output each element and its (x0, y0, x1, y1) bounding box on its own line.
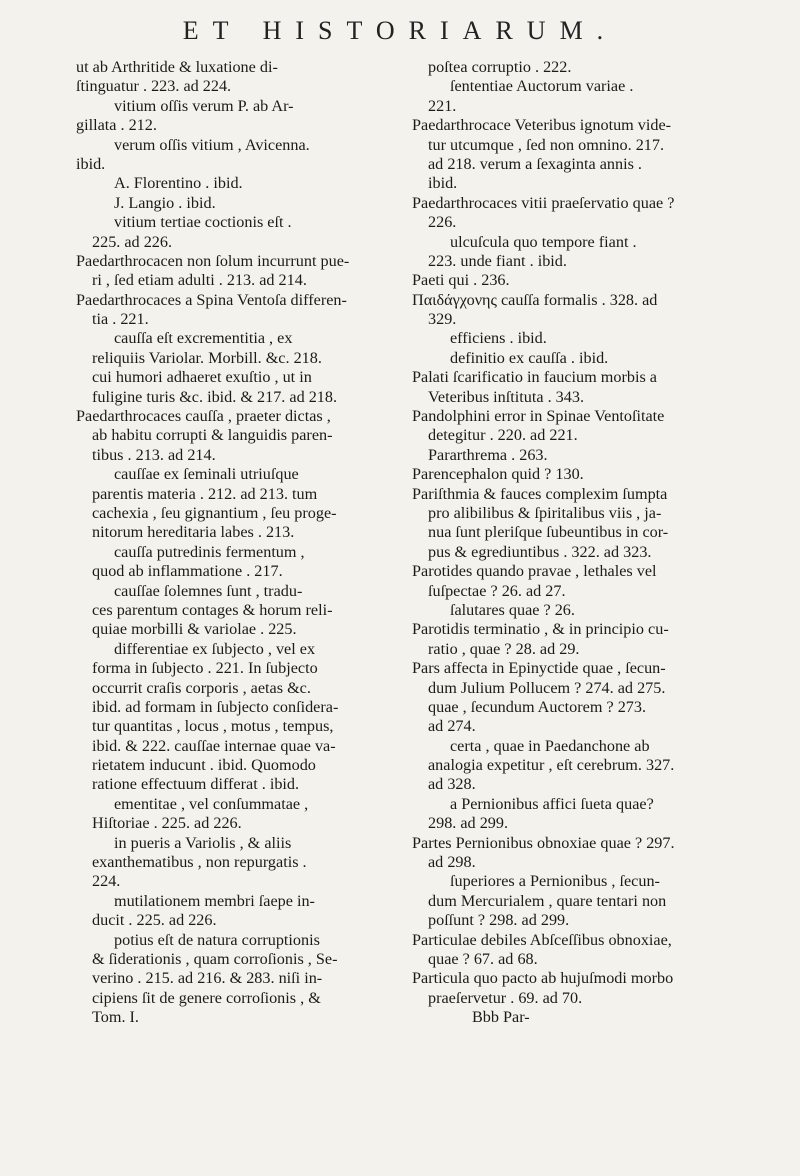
right-index-line: analogia expetitur , eſt cerebrum. 327. (428, 756, 675, 775)
left-index-line: in pueris a Variolis , & aliis (114, 833, 292, 852)
right-index-line: ſuperiores a Pernionibus , ſecun- (450, 872, 660, 891)
left-index-line: fuligine turis &c. ibid. & 217. ad 218. (92, 387, 338, 406)
right-index-line: Pars affecta in Epinyctide quae , ſecun- (412, 659, 666, 678)
left-index-line: occurrit craſis corporis , aetas &c. (92, 678, 311, 697)
right-index-line: Paedarthrocaces vitii praeſervatio quae ? (412, 193, 675, 212)
right-index-line: definitio ex cauſſa . ibid. (450, 348, 609, 367)
right-index-line: praeſervetur . 69. ad 70. (428, 988, 583, 1007)
right-index-line: Parotides quando pravae , lethales vel (412, 562, 657, 581)
left-index-line: cauſſa putredinis fermentum , (114, 542, 305, 561)
right-index-line: ſalutares quae ? 26. (450, 600, 575, 619)
left-index-line: parentis materia . 212. ad 213. tum (92, 484, 318, 503)
left-index-line: ibid. ad formam in ſubjecto conſidera- (92, 697, 339, 716)
right-index-line: pus & egrediuntibus . 322. ad 323. (428, 542, 652, 561)
left-index-line: J. Langio . ibid. (114, 193, 216, 212)
right-index-line: ad 328. (428, 775, 476, 794)
left-index-line: cauſſae ſolemnes ſunt , tradu- (114, 581, 303, 600)
left-index-line: gillata . 212. (76, 116, 157, 135)
left-index-line: ratione effectuum differat . ibid. (92, 775, 300, 794)
left-index-line: cauſſa eſt excrementitia , ex (114, 329, 293, 348)
right-index-line: Παιδάγχονης cauſſa formalis . 328. ad (412, 290, 658, 309)
right-index-line: Pariſthmia & fauces complexim ſumpta (412, 484, 668, 503)
right-index-line: 226. (428, 213, 457, 232)
left-index-line: tibus . 213. ad 214. (92, 445, 216, 464)
left-index-line: ementitae , vel conſummatae , (114, 794, 309, 813)
left-index-line: cipiens ſit de genere corroſionis , & (92, 988, 321, 1007)
right-index-line: dum Julium Pollucem ? 274. ad 275. (428, 678, 666, 697)
right-index-line: ad 274. (428, 717, 476, 736)
left-index-line: & ſiderationis , quam corroſionis , Se- (92, 949, 338, 968)
left-index-line: 225. ad 226. (92, 232, 173, 251)
right-index-line: ulcuſcula quo tempore fiant . (450, 232, 637, 251)
right-index-line: dum Mercurialem , quare tentari non (428, 891, 667, 910)
left-index-line: quod ab inflammatione . 217. (92, 562, 283, 581)
left-index-line: verino . 215. ad 216. & 283. niſi in- (92, 969, 323, 988)
right-index-line: pro alibilibus & ſpiritalibus viis , ja- (428, 503, 662, 522)
left-index-line: quiae morbilli & variolae . 225. (92, 620, 297, 639)
left-index-line: ces parentum contages & horum reli- (92, 600, 333, 619)
right-index-line: a Pernionibus affici ſueta quae? (450, 794, 654, 813)
right-index-line: certa , quae in Paedanchone ab (450, 736, 650, 755)
left-index-line: vitium oſſis verum P. ab Ar- (114, 96, 294, 115)
right-index-line: Parotidis terminatio , & in principio cu- (412, 620, 669, 639)
left-index-line: Paedarthrocaces a Spina Ventoſa differen- (76, 290, 347, 309)
right-index-line: Pandolphini error in Spinae Ventoſitate (412, 407, 665, 426)
left-index-line: Hiſtoriae . 225. ad 226. (92, 814, 242, 833)
right-index-line: Parencephalon quid ? 130. (412, 465, 584, 484)
right-index-line: detegitur . 220. ad 221. (428, 426, 578, 445)
left-index-line: Tom. I. (92, 1008, 139, 1027)
right-index-line: ſuſpectae ? 26. ad 27. (428, 581, 566, 600)
right-index-line: ad 218. verum a ſexaginta annis . (428, 154, 642, 173)
left-index-line: mutilationem membri ſaepe in- (114, 891, 315, 910)
right-index-line: Partes Pernionibus obnoxiae quae ? 297. (412, 833, 675, 852)
right-index-line: ratio , quae ? 28. ad 29. (428, 639, 580, 658)
left-index-line: ducit . 225. ad 226. (92, 911, 217, 930)
right-index-line: efficiens . ibid. (450, 329, 547, 348)
left-index-line: ab habitu corrupti & languidis paren- (92, 426, 333, 445)
left-index-line: ibid. & 222. cauſſae internae quae va- (92, 736, 336, 755)
right-index-line: tur utcumque , ſed non omnino. 217. (428, 135, 665, 154)
right-index-line: Particula quo pacto ab hujuſmodi morbo (412, 969, 674, 988)
right-column (412, 58, 742, 1028)
right-index-line: Palati ſcarificatio in faucium morbis a (412, 368, 657, 387)
left-index-line: ibid. (76, 154, 106, 173)
right-index-line: 221. (428, 96, 457, 115)
left-index-line: 224. (92, 872, 121, 891)
left-index-line: ri , ſed etiam adulti . 213. ad 214. (92, 271, 307, 290)
left-index-line: nitorum hereditaria labes . 213. (92, 523, 295, 542)
left-index-line: reliquiis Variolar. Morbill. &c. 218. (92, 348, 322, 367)
left-index-line: cauſſae ex ſeminali utriuſque (114, 465, 299, 484)
right-index-line: nua ſunt pleriſque ſubeuntibus in cor- (428, 523, 669, 542)
right-index-line: Paedarthrocace Veteribus ignotum vide- (412, 116, 672, 135)
right-index-line: Bbb Par- (472, 1008, 530, 1027)
left-column (76, 58, 401, 1028)
left-index-line: cachexia , ſeu gignantium , ſeu proge- (92, 503, 337, 522)
left-index-line: differentiae ex ſubjecto , vel ex (114, 639, 316, 658)
left-index-line: rietatem inducunt . ibid. Quomodo (92, 756, 316, 775)
right-index-line: quae , ſecundum Auctorem ? 273. (428, 697, 647, 716)
right-index-line: 298. ad 299. (428, 814, 509, 833)
left-index-line: Paedarthrocacen non ſolum incurrunt pue- (76, 251, 350, 270)
right-index-line: 223. unde fiant . ibid. (428, 251, 567, 270)
right-index-line: ad 298. (428, 853, 476, 872)
left-index-line: ut ab Arthritide & luxatione di- (76, 58, 278, 76)
left-index-line: Paedarthrocaces cauſſa , praeter dictas , (76, 407, 331, 426)
left-index-line: vitium tertiae coctionis eſt . (114, 213, 292, 232)
left-index-line: tur quantitas , locus , motus , tempus, (92, 717, 334, 736)
left-index-line: verum oſſis vitium , Avicenna. (114, 135, 310, 154)
running-header: ET HISTORIARUM. (182, 16, 618, 45)
right-index-line: ſententiae Auctorum variae . (450, 77, 634, 96)
left-index-line: A. Florentino . ibid. (114, 174, 243, 193)
right-index-line: poſtea corruptio . 222. (428, 58, 572, 76)
right-index-line: quae ? 67. ad 68. (428, 949, 538, 968)
right-index-line: Particulae debiles Abſceſſibus obnoxiae, (412, 930, 672, 949)
right-index-line: Paeti qui . 236. (412, 271, 510, 290)
right-index-line: 329. (428, 310, 457, 329)
left-index-line: exanthematibus , non repurgatis . (92, 853, 307, 872)
right-index-line: Veteribus inſtituta . 343. (428, 387, 585, 406)
right-index-line: ibid. (428, 174, 458, 193)
left-index-line: forma in ſubjecto . 221. In ſubjecto (92, 659, 318, 678)
left-index-line: tia . 221. (92, 310, 149, 329)
left-index-line: cui humori adhaeret exuſtio , ut in (92, 368, 312, 387)
left-index-line: ſtinguatur . 223. ad 224. (76, 77, 232, 96)
right-index-line: Pararthrema . 263. (428, 445, 548, 464)
right-index-line: poſſunt ? 298. ad 299. (428, 911, 570, 930)
left-index-line: potius eſt de natura corruptionis (114, 930, 320, 949)
